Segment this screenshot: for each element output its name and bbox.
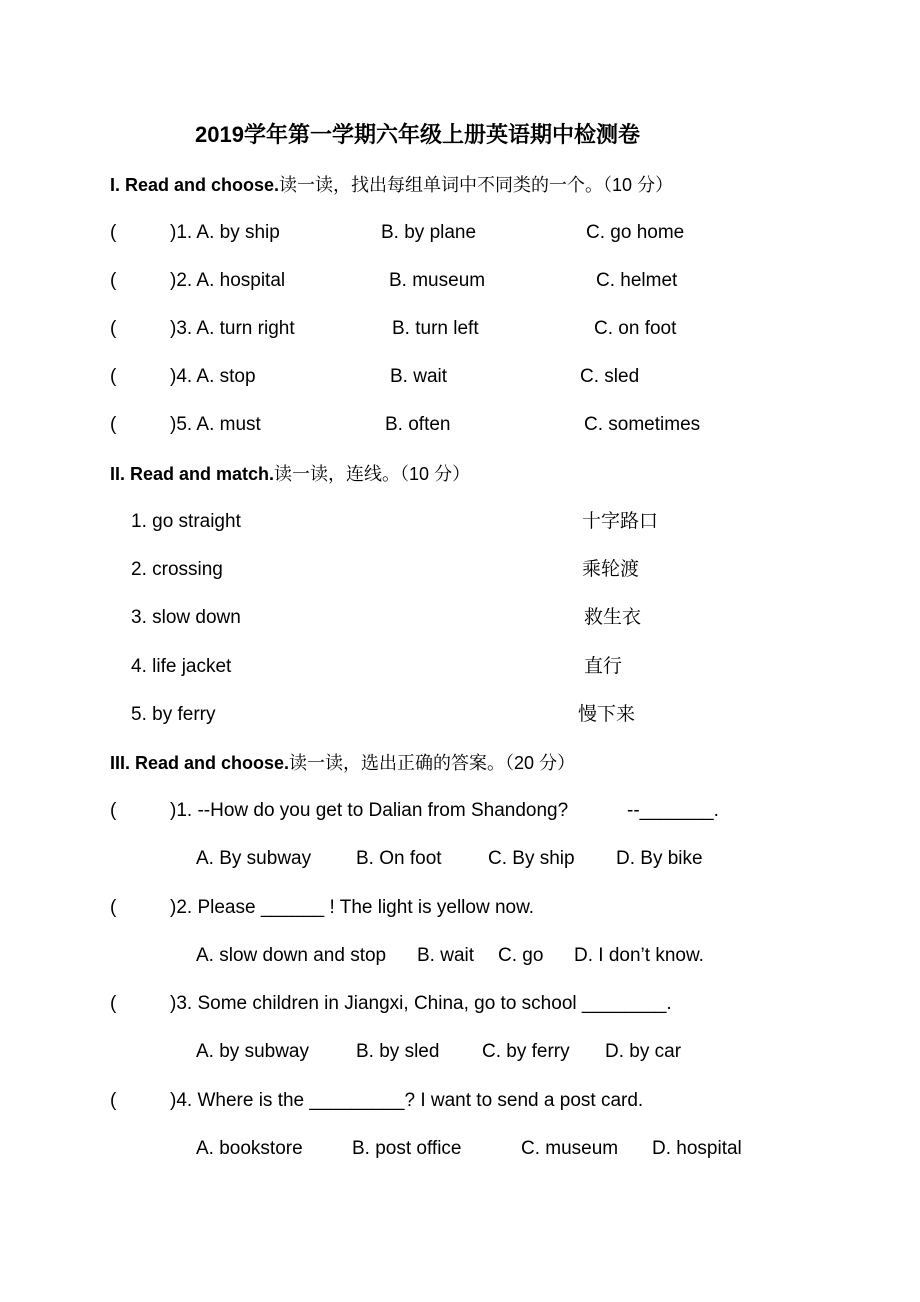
section-1-heading: [110, 173, 673, 197]
option-d: D. I don’t know.: [574, 945, 704, 966]
answer-bracket: (: [110, 1090, 117, 1111]
option-d: D. hospital: [652, 1138, 742, 1159]
option-a: A. By subway: [196, 848, 312, 869]
answer-bracket: (: [110, 318, 117, 339]
match-right-item[interactable]: 十字路口: [582, 511, 659, 532]
option-b: B. turn left: [392, 318, 479, 339]
question-text: )3. Some children in Jiangxi, China, go to school ________.: [170, 993, 672, 1014]
option-b: B. wait: [417, 945, 475, 966]
question-text: )1. --How do you get to Dalian from Shandong?: [170, 800, 569, 821]
option-b: B. by sled: [356, 1041, 440, 1062]
option-b: B. by plane: [381, 222, 477, 243]
option-a: )5. A. must: [170, 414, 261, 435]
match-right-item[interactable]: 乘轮渡: [582, 559, 640, 580]
option-a: )1. A. by ship: [170, 222, 280, 243]
option-a: )3. A. turn right: [170, 318, 295, 339]
option-a: )2. A. hospital: [170, 270, 286, 291]
section-2-heading-cn: 读一读，连线。（10 分）: [274, 464, 471, 484]
match-right-item[interactable]: 直行: [584, 656, 623, 677]
section-1-heading-en: I. Read and choose.: [110, 175, 280, 195]
option-c: C. go home: [586, 222, 685, 243]
section-2-heading: [110, 462, 470, 486]
match-left-item[interactable]: 1. go straight: [131, 511, 241, 532]
option-a: A. by subway: [196, 1041, 309, 1062]
match-right-item[interactable]: 慢下来: [578, 704, 636, 725]
question-text: )2. Please ______ ! The light is yellow now.: [170, 897, 535, 918]
section-2-heading-en: II. Read and match.: [110, 464, 275, 484]
option-b: B. often: [385, 414, 451, 435]
option-a: )4. A. stop: [170, 366, 256, 387]
option-a: A. bookstore: [196, 1138, 303, 1159]
option-c: C. museum: [521, 1138, 619, 1159]
option-d: D. By bike: [616, 848, 703, 869]
answer-bracket: (: [110, 270, 117, 291]
option-c: C. on foot: [594, 318, 677, 339]
answer-bracket: (: [110, 222, 117, 243]
option-a: A. slow down and stop: [196, 945, 387, 966]
answer-bracket: (: [110, 800, 117, 821]
answer-bracket: (: [110, 414, 117, 435]
option-b: B. wait: [390, 366, 448, 387]
answer-blank: --_______.: [627, 800, 719, 821]
answer-bracket: (: [110, 366, 117, 387]
match-left-item[interactable]: 2. crossing: [131, 559, 223, 580]
option-b: B. museum: [389, 270, 486, 291]
section-3-heading-en: III. Read and choose.: [110, 753, 290, 773]
option-c: C. By ship: [488, 848, 575, 869]
section-3-heading: [110, 751, 575, 775]
option-c: C. sled: [580, 366, 640, 387]
answer-bracket: (: [110, 993, 117, 1014]
option-d: D. by car: [605, 1041, 682, 1062]
option-b: B. On foot: [356, 848, 442, 869]
match-right-item[interactable]: 救生衣: [584, 607, 642, 628]
option-c: C. by ferry: [482, 1041, 570, 1062]
option-c: C. go: [498, 945, 544, 966]
match-left-item[interactable]: 5. by ferry: [131, 704, 216, 725]
question-text: )4. Where is the _________? I want to send a post card.: [170, 1090, 644, 1111]
answer-bracket: (: [110, 897, 117, 918]
option-c: C. helmet: [596, 270, 678, 291]
section-3-heading-cn: 读一读，选出正确的答案。（20 分）: [289, 753, 576, 773]
page-title: 2019学年第一学期六年级上册英语期中检测卷: [195, 122, 640, 147]
option-b: B. post office: [352, 1138, 462, 1159]
match-left-item[interactable]: 3. slow down: [131, 607, 241, 628]
match-left-item[interactable]: 4. life jacket: [131, 656, 232, 677]
option-c: C. sometimes: [584, 414, 701, 435]
section-1-heading-cn: 读一读，找出每组单词中不同类的一个。（10 分）: [279, 175, 674, 195]
